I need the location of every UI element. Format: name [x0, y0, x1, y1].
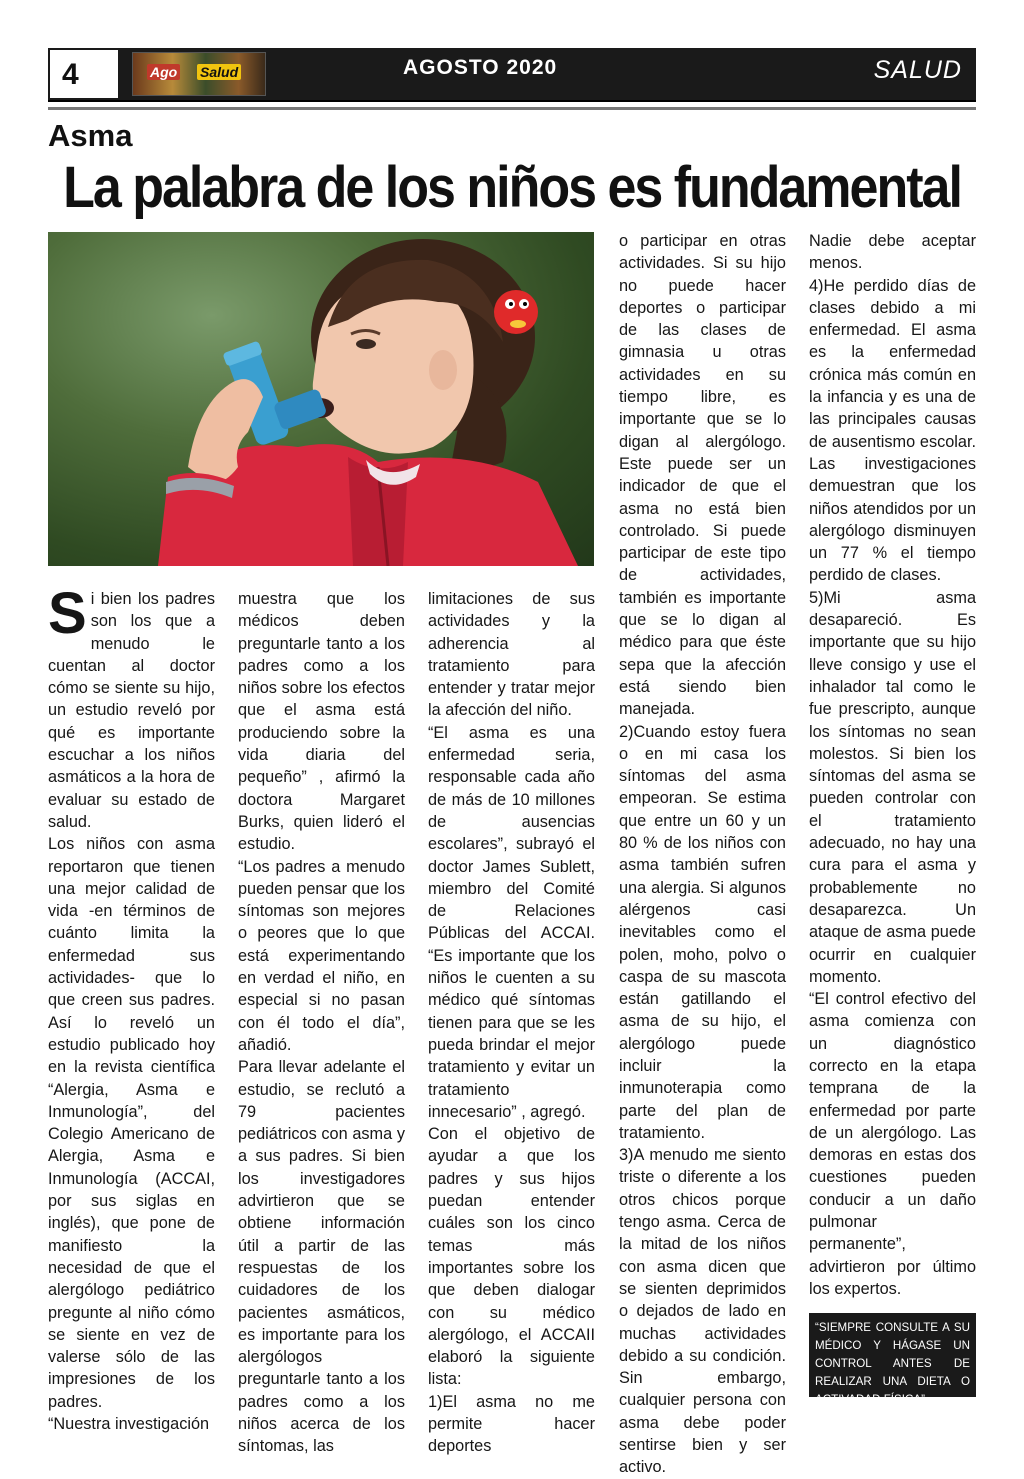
paragraph: o participar en otras actividades. Si su hijo no puede hacer deportes o participar de las clases de gimnasia u otras actividades en su tiempo libre, es importante que se lo digan al alergólogo. Este puede ser un indicador de que el asma no está bien controlado. Si puede participar de este tipo de actividades, también es importante que se lo digan al médico para que éste sepa que la afección está siendo bien manejada. [619, 232, 786, 719]
article-topic: Asma [48, 118, 133, 153]
text-column-2 [238, 588, 405, 1458]
article-headline: La palabra de los niños es fundamental [63, 155, 961, 221]
magazine-logo [132, 52, 266, 96]
paragraph: 4)He perdido días de clases debido a mi enfermedad. El asma es la enfermedad crónica más común en la infancia y es una de las principales causas de ausentismo escolar. Las investigaciones demuestran que los niños atendidos por un alergólogo disminuyen un 77 % el tiempo perdido de clases. [809, 276, 976, 585]
advice-callout: “SIEMPRE CONSULTE A SU MÉDICO Y HÁGASE UN CONTROL ANTES DE REALIZAR UNA DIETA O ACTIVADAD FÍSICA” [809, 1313, 976, 1397]
page-number: 4 [48, 48, 120, 100]
article-photo [48, 232, 594, 566]
text-column-1 [48, 581, 215, 1435]
header-rule [48, 107, 976, 110]
paragraph: Nadie debe aceptar menos. [809, 232, 976, 273]
page-header [48, 48, 976, 102]
paragraph: “Los padres a menudo pueden pensar que los síntomas son mejores o peores que lo que está experimentando en verdad el niño, en especial si no pasan con él todo el día”, añadió. [238, 857, 405, 1054]
text-column-3 [428, 588, 595, 1458]
paragraph: 1)El asma no me permite hacer deportes [428, 1392, 595, 1456]
paragraph: 5)Mi asma desapareció. Es importante que su hijo lleve consigo y use el inhalador tal como le fue prescripto, aunque los síntomas no sean molestos. Si bien los síntomas del asma se pueden controlar con el tratamiento adecuado, no hay una cura para el asma y probablemente no desaparezca. Un ataque de asma puede ocurrir en cualquier momento. [809, 588, 976, 986]
paragraph: “El control efectivo del asma comienza con un diagnóstico correcto en la etapa temprana de la enfermedad por parte de un alergólogo. Las demoras en estas dos cuestiones pueden conducir a un daño pulmonar permanente”, advirtieron por último los expertos. [809, 990, 976, 1298]
girl-inhaler-illustration [48, 232, 594, 566]
paragraph: limitaciones de sus actividades y la adherencia al tratamiento para entender y tratar mejor la afección del niño. [428, 590, 595, 720]
section-name: SALUD [873, 56, 962, 84]
logo-text-1: Ago [147, 64, 180, 80]
paragraph: Para llevar adelante el estudio, se reclutó a 79 pacientes pediátricos con asma y a sus padres. Si bien los investigadores advirtieron que se obtiene información útil a partir de las respuestas de los cuidadores de los pacientes asmáticos, es importante para los alergólogos preguntarle tanto a los padres como a los niños acerca de los síntomas, las [238, 1058, 405, 1456]
paragraph: “Nuestra investigación [48, 1414, 210, 1433]
text-column-4 [619, 230, 786, 1479]
paragraph [48, 581, 215, 833]
paragraph: 3)A menudo me siento triste o diferente a los otros chicos porque tengo asma. Cerca de la mitad de los niños con asma dicen que se sienten deprimidos o dejados de lado en muchas actividades debido a su condición. Sin embargo, cualquier persona con asma debe poder sentirse bien y ser activo. [619, 1146, 786, 1477]
issue-date: AGOSTO 2020 [403, 56, 558, 79]
paragraph: Con el objetivo de ayudar a que los padres y sus hijos puedan entender cuáles son los cinco temas más importantes sobre los que deben dialogar con su médico alergólogo, el ACCAII elaboró la siguiente lista: [428, 1125, 595, 1389]
drop-cap: S [48, 581, 87, 646]
logo-text-2: Salud [197, 64, 241, 80]
text-column-5 [809, 230, 976, 1300]
paragraph: Los niños con asma reportaron que tienen una mejor calidad de vida -en términos de cuánto limita la enfermedad sus actividades- que lo que creen sus padres. Así lo reveló un estudio publicado hoy en la revista científica “Alergia, Asma e Inmunología”, del Colegio Americano de Alergia, Asma e Inmunología (ACCAI, por sus siglas en inglés), que pone de manifiesto la necesidad de que el alergólogo pediátrico pregunte al niño cómo se siente en vez de valerse sólo de las impresiones de los padres. [48, 835, 215, 1411]
paragraph: 2)Cuando estoy fuera o en mi casa los síntomas del asma empeoran. Se estima que entre un 60 y un 80 % de los niños con asma también sufren una alergia. Si algunos alérgenos casi inevitables como el polen, moho, polvo o caspa de su mascota están gatillando el asma de su hijo, el alergólogo puede incluir la inmunoterapia como parte del plan de tratamiento. [619, 722, 786, 1142]
paragraph: muestra que los médicos deben preguntarle tanto a los padres como a los niños sobre los efectos que el asma está produciendo sobre la vida diaria del pequeño” , afirmó la doctora Margaret Burks, quien lideró el estudio. [238, 590, 405, 854]
paragraph: “El asma es una enfermedad seria, responsable cada año de más de 10 millones de ausencias escolares”, subrayó el doctor James Sublett, miembro del Comité de Relaciones Públicas del ACCAI. “Es importante que los niños le cuenten a su médico qué síntomas tienen para que se les pueda brindar el mejor tratamiento y evitar un tratamiento innecesario” , agregó. [428, 723, 595, 1121]
paragraph-text: i bien los padres son los que a menudo le cuentan al doctor cómo se siente su hijo, un estudio reveló por qué es importante escuchar a los niños asmáticos a la hora de evaluar su estado de salud. [48, 590, 215, 831]
